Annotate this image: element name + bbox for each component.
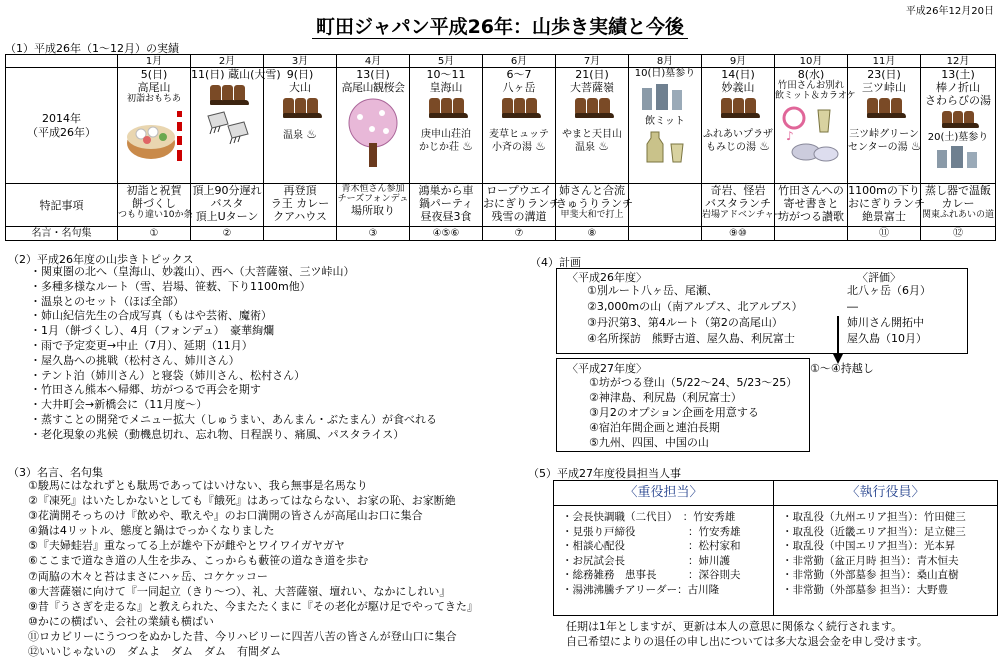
name-ref-3 [264, 227, 337, 241]
executive-role: ・湯沸沸騰チアリーダー：古川隆 [562, 583, 720, 596]
onsen-icon: ♨ [759, 139, 770, 153]
tokki-cell-4: 青木恒さん参加 チーズフォンデュ 場所取り [337, 184, 410, 227]
saying-item: ⑧大菩薩嶺に向けて『一同起立（きり～つ）、礼、大菩薩嶺、壇れい、なかにしれい』 [28, 584, 451, 598]
event-row [6, 68, 996, 184]
event-cell-9: 14(日) 妙義山 ふれあいプラザ もみじの湯 ♨ [702, 68, 775, 184]
carryover-note: ①～④持越し [810, 362, 874, 375]
topic-item: ・姉山紀信先生の合成写真（もはや芸術、魔術） [30, 309, 272, 323]
event-cell-11: 23(日) 三ツ峠山 三ツ峠グリーン センターの湯 ♨ [848, 68, 921, 184]
officer-role: ・非常勤（外部墓参 担当）：桑山直樹 [782, 569, 959, 582]
topic-item: ・1月（餅づくし）、4月（フォンデュ） 豪華絢爛 [30, 324, 275, 338]
event-cell-7: 21(日) 大菩薩嶺 やまと天目山 温泉 ♨ [556, 68, 629, 184]
topic-item: ・関東圏の北へ（皇海山、妙義山）、西へ（大菩薩嶺、三ツ峠山） [30, 265, 355, 278]
plan-h27-box [556, 358, 810, 452]
activity-table [5, 54, 996, 241]
topic-item: ・蒸すことの開発でメニュー拡大（しゅうまい、あんまん・ぶたまん）が食べれる [30, 412, 437, 426]
tokki-cell-2: 頂上90分遅れ バスタ 頂上Uターン [191, 184, 264, 227]
executive-role: ・見張り戸締役 ：竹安秀雄 [562, 525, 741, 538]
topic-item: ・雨で予定変更→中止（7月）、延期（11月） [30, 338, 253, 352]
saying-item: ⑤『夫婦蛙岩』重なってる上が雄や下が雌やとワイワイガヤガヤ [28, 539, 345, 553]
topic-item: ・大井町会→新橋会に（11月度～） [30, 398, 208, 412]
officer-role: ・取乱役（近畿エリア担当）：足立健三 [782, 525, 966, 538]
name-ref-2: ② [191, 227, 264, 241]
name-ref-1: ① [118, 227, 191, 241]
month-12: 12月 [921, 55, 996, 68]
boots-icon [702, 98, 774, 118]
month-5: 5月 [410, 55, 483, 68]
executive-column [554, 481, 774, 615]
document-date: 平成26年12月20日 [905, 6, 994, 17]
onsen-label: 温泉 [283, 130, 304, 141]
onsen-icon: ♨ [462, 139, 473, 153]
section2-title: （2）平成26年度の山歩きトピックス [8, 253, 194, 266]
month-7: 7月 [556, 55, 629, 68]
h26-plan-item: ②3,000mの山（南アルプス、北アルプス） [587, 300, 803, 313]
name-ref-6: ⑦ [483, 227, 556, 241]
sake-bottle-icon [643, 130, 687, 164]
boots-icon [264, 98, 336, 118]
name-ref-9: ⑨⑩ [702, 227, 775, 241]
term-note: 任期は1年としますが、更新は本人の意思に関係なく続行されます。 [566, 620, 903, 633]
arrow-down-icon [832, 316, 844, 366]
roles-table [553, 480, 998, 616]
month-11: 11月 [848, 55, 921, 68]
topics-list [30, 265, 530, 443]
tokki-cell-5: 鴻巣から車 鍋パーティ 昼夜昼3食 [410, 184, 483, 227]
h27-plan-item: ③月2のオプション企画を用意する [589, 406, 759, 419]
topic-item: ・多種多様なルート（雪、岩場、笹薮、下り1100m他） [30, 279, 311, 293]
month-10: 10月 [775, 55, 848, 68]
tokki-cell-1: 初詣と祝賀 餅づくし つもり違い10か条 [118, 184, 191, 227]
event-cell-6: 6～7 八ヶ岳 麦草ヒュッテ 小斉の湯 ♨ [483, 68, 556, 184]
resign-note: 自己希望によりの退任の申し出については多大な退会金を申し受けます。 [566, 635, 928, 648]
h27-plan-item: ②神津島、利尻島（利尻富士） [589, 391, 742, 404]
event-cell-3: 9(日) 大山 温泉 ♨ [264, 68, 337, 184]
page-title: 町田ジャパン平成26年：山歩き実績と今後 [0, 12, 1000, 39]
saying-item: ⑪ロカビリーにうつつをぬかした昔、今リハビリーに四苦八苦の皆さんが登山口に集合 [28, 629, 457, 643]
onsen-icon: ♨ [598, 139, 609, 153]
section3-title: （3）名言、名句集 [8, 466, 103, 479]
h26-eval-item: 姉川さん開拓中 [847, 316, 924, 329]
saying-item: ①駿馬にはなれずとも駄馬であってはいけない、我ら無事是名馬なり [28, 479, 368, 492]
topic-item: ・テント泊（姉川さん）と寝袋（姉川さん、松村さん） [30, 368, 306, 382]
mochi-pot-icon [123, 107, 185, 165]
month-3: 3月 [264, 55, 337, 68]
eval-label: 〈評価〉 [857, 271, 901, 284]
crampon-icon [202, 108, 252, 148]
executive-role: ・お尻試会長 ：姉川護 [562, 554, 730, 567]
event-cell-12: 13(土) 棒ノ折山 さわらびの湯 20(土)墓参り [921, 68, 996, 184]
topic-item: ・屋久島への挑戦（松村さん、姉川さん） [30, 353, 240, 367]
officer-column [774, 481, 997, 615]
svg-text:♪: ♪ [786, 129, 794, 143]
boots-icon [483, 98, 555, 118]
executive-role: ・総務雑務 患事長 ：深谷則夫 [562, 569, 741, 582]
saying-item: ⑥ここまで道なき道の人生を歩み、こっからも藪笹の道なき道を歩む [28, 554, 369, 568]
tokki-cell-6: ロープウエイ おにぎりランチ 残雪の溝道 [483, 184, 556, 227]
event-cell-4: 13(日) 高尾山観桜会 [337, 68, 410, 184]
saying-item: ③花満開そっちのけ『飲めや、歌えや』のお口満開の皆さんが高尾山お口に集合 [28, 509, 423, 523]
section5-title: （5）平成27年度役員担当人事 [528, 467, 681, 480]
boots-icon [921, 111, 995, 128]
saying-item: ④鍋は4リットル、態度と鍋はでっかくなりました [28, 524, 275, 538]
boots-icon [556, 98, 628, 118]
boots-icon [410, 98, 482, 118]
sayings-list [28, 478, 548, 659]
tokki-cell-9: 奇岩、怪岩 バスタランチ 岩場アドベンチャー [702, 184, 775, 227]
name-ref-11: ⑪ [848, 227, 921, 241]
h26-eval-item: 屋久島（10月） [847, 332, 927, 345]
h27-plan-item: ⑤九州、四国、中国の山 [589, 436, 709, 449]
event-cell-8: 10(日)墓参り 飲ミット [629, 68, 702, 184]
saying-item: ⑨昔『うさぎを走るな』と教えられた、今またたくまに『その老化が駆け足でやってきた』 [28, 599, 478, 613]
executive-role: ・会長快調職（二代目） ：竹安秀雄 [562, 511, 736, 523]
h26-plan-item: ④名所探訪 熊野古道、屋久島、利尻富士 [587, 332, 795, 345]
officer-role: ・非常勤（外部墓参 担当）：大野豊 [782, 583, 949, 596]
section1-title: （1）平成26年（1～12月）の実績 [5, 42, 179, 55]
executive-list [554, 506, 773, 598]
topic-item: ・温泉とのセット（ほぼ全部） [30, 294, 184, 308]
officer-list [774, 506, 997, 598]
h27-plan-item: ①坊がつる登山（5/22～24、5/23～25） [589, 376, 798, 389]
name-ref-10 [775, 227, 848, 241]
h26-eval-item: ― [847, 300, 858, 313]
event-cell-10: 8(水) 竹田さんお別れ 飲ミット＆カラオケ ♪ [775, 68, 848, 184]
name-ref-4: ③ [337, 227, 410, 241]
month-1: 1月 [118, 55, 191, 68]
h26-plan-item: ①別ルート八ヶ岳、尾瀬、 [587, 284, 718, 297]
h27-plans [589, 375, 797, 450]
event-cell-1: 5(日) 高尾山 初詣おもちあ [118, 68, 191, 184]
year-label: 2014年 （平成26年） [6, 68, 118, 184]
h26-eval-item: 北八ヶ岳（6月） [847, 284, 931, 297]
month-9: 9月 [702, 55, 775, 68]
onsen-icon: ♨ [535, 139, 546, 153]
name-ref-12: ⑫ [921, 227, 996, 241]
saying-item: ⑦両脇の木々と苔はまさにハヶ岳、コケケッコー [28, 569, 268, 583]
karaoke-cd-icon [780, 104, 842, 164]
tokki-cell-11: 1100mの下り おにぎりランチ 絶景富士 [848, 184, 921, 227]
saying-item: ⑫いいじゃないの ダムよ ダム ダム 有間ダム [28, 645, 281, 659]
tokki-cell-3: 再登頂 ラ王 カレー クアハウス [264, 184, 337, 227]
corner-cell [6, 55, 118, 68]
h27-plan-item: ④宿泊年間企画と連泊長期 [589, 421, 720, 434]
tokki-cell-7: 姉さんと合流 きゅうりランチ 甲斐大和で打上 [556, 184, 629, 227]
h26-plan-item: ③丹沢第3、第4ルート（第2の高尾山） [587, 316, 783, 329]
month-4: 4月 [337, 55, 410, 68]
h26-evals [847, 283, 931, 347]
month-6: 6月 [483, 55, 556, 68]
h27-label: 〈平成27年度〉 [567, 362, 647, 375]
tokki-cell-8 [629, 184, 702, 227]
h26-label: 〈平成26年度〉 [567, 271, 647, 284]
saying-item: ⑩かにの横ばい、会社の業績も横ばい [28, 614, 214, 628]
month-header-row [6, 55, 996, 68]
names-label: 名言・名句集 [6, 227, 118, 241]
name-ref-7: ⑧ [556, 227, 629, 241]
officer-role: ・取乱役（九州エリア担当）：竹田健三 [782, 511, 966, 523]
executive-header: 〈重役担当〉 [554, 481, 773, 506]
cherry-tree-icon [342, 97, 404, 171]
topic-item: ・老化現象の兆候（動機息切れ、忘れ物、日程誤り、痛風、パスタライス） [30, 427, 405, 441]
event-cell-5: 10～11 皇海山 庚申山荘泊 かじか荘 ♨ [410, 68, 483, 184]
boots-icon [848, 98, 920, 118]
officer-role: ・取乱役（中国エリア担当）：光本昇 [782, 540, 956, 553]
tokki-cell-10: 竹田さんへの 寄せ書きと 坊がつる讃歌 [775, 184, 848, 227]
boots-icon [191, 85, 263, 105]
onsen-icon: ♨ [306, 127, 317, 141]
executive-role: ・相談心配役 ：松村家和 [562, 540, 741, 553]
name-ref-8 [629, 227, 702, 241]
topic-item: ・竹田さん熊本へ帰郷、坊がつるで再会を期す [30, 383, 261, 397]
h26-plans [587, 283, 803, 347]
names-row [6, 227, 996, 241]
officer-role: ・非常勤（盆正月時 担当）：青木恒夫 [782, 554, 959, 567]
tokki-row [6, 184, 996, 227]
saying-item: ②『凍死』はいたしかないとしても『餓死』はあってはならない、お家の恥、お家断絶 [28, 494, 456, 508]
onsen-icon: ♨ [910, 139, 922, 153]
grave-icon [931, 146, 985, 168]
month-2: 2月 [191, 55, 264, 68]
officer-header: 〈執行役員〉 [774, 481, 997, 506]
name-ref-5: ④⑤⑥ [410, 227, 483, 241]
event-cell-2: 11(日) 蔵山(大雪) [191, 68, 264, 184]
section4-title: （4）計画 [530, 256, 581, 269]
tokki-label: 特記事項 [6, 184, 118, 227]
tokki-cell-12: 蒸し器で温飯 カレー 関東ふれあいの道 [921, 184, 996, 227]
plan-h26-box [556, 268, 968, 354]
grave-icon [638, 82, 692, 112]
month-8: 8月 [629, 55, 702, 68]
